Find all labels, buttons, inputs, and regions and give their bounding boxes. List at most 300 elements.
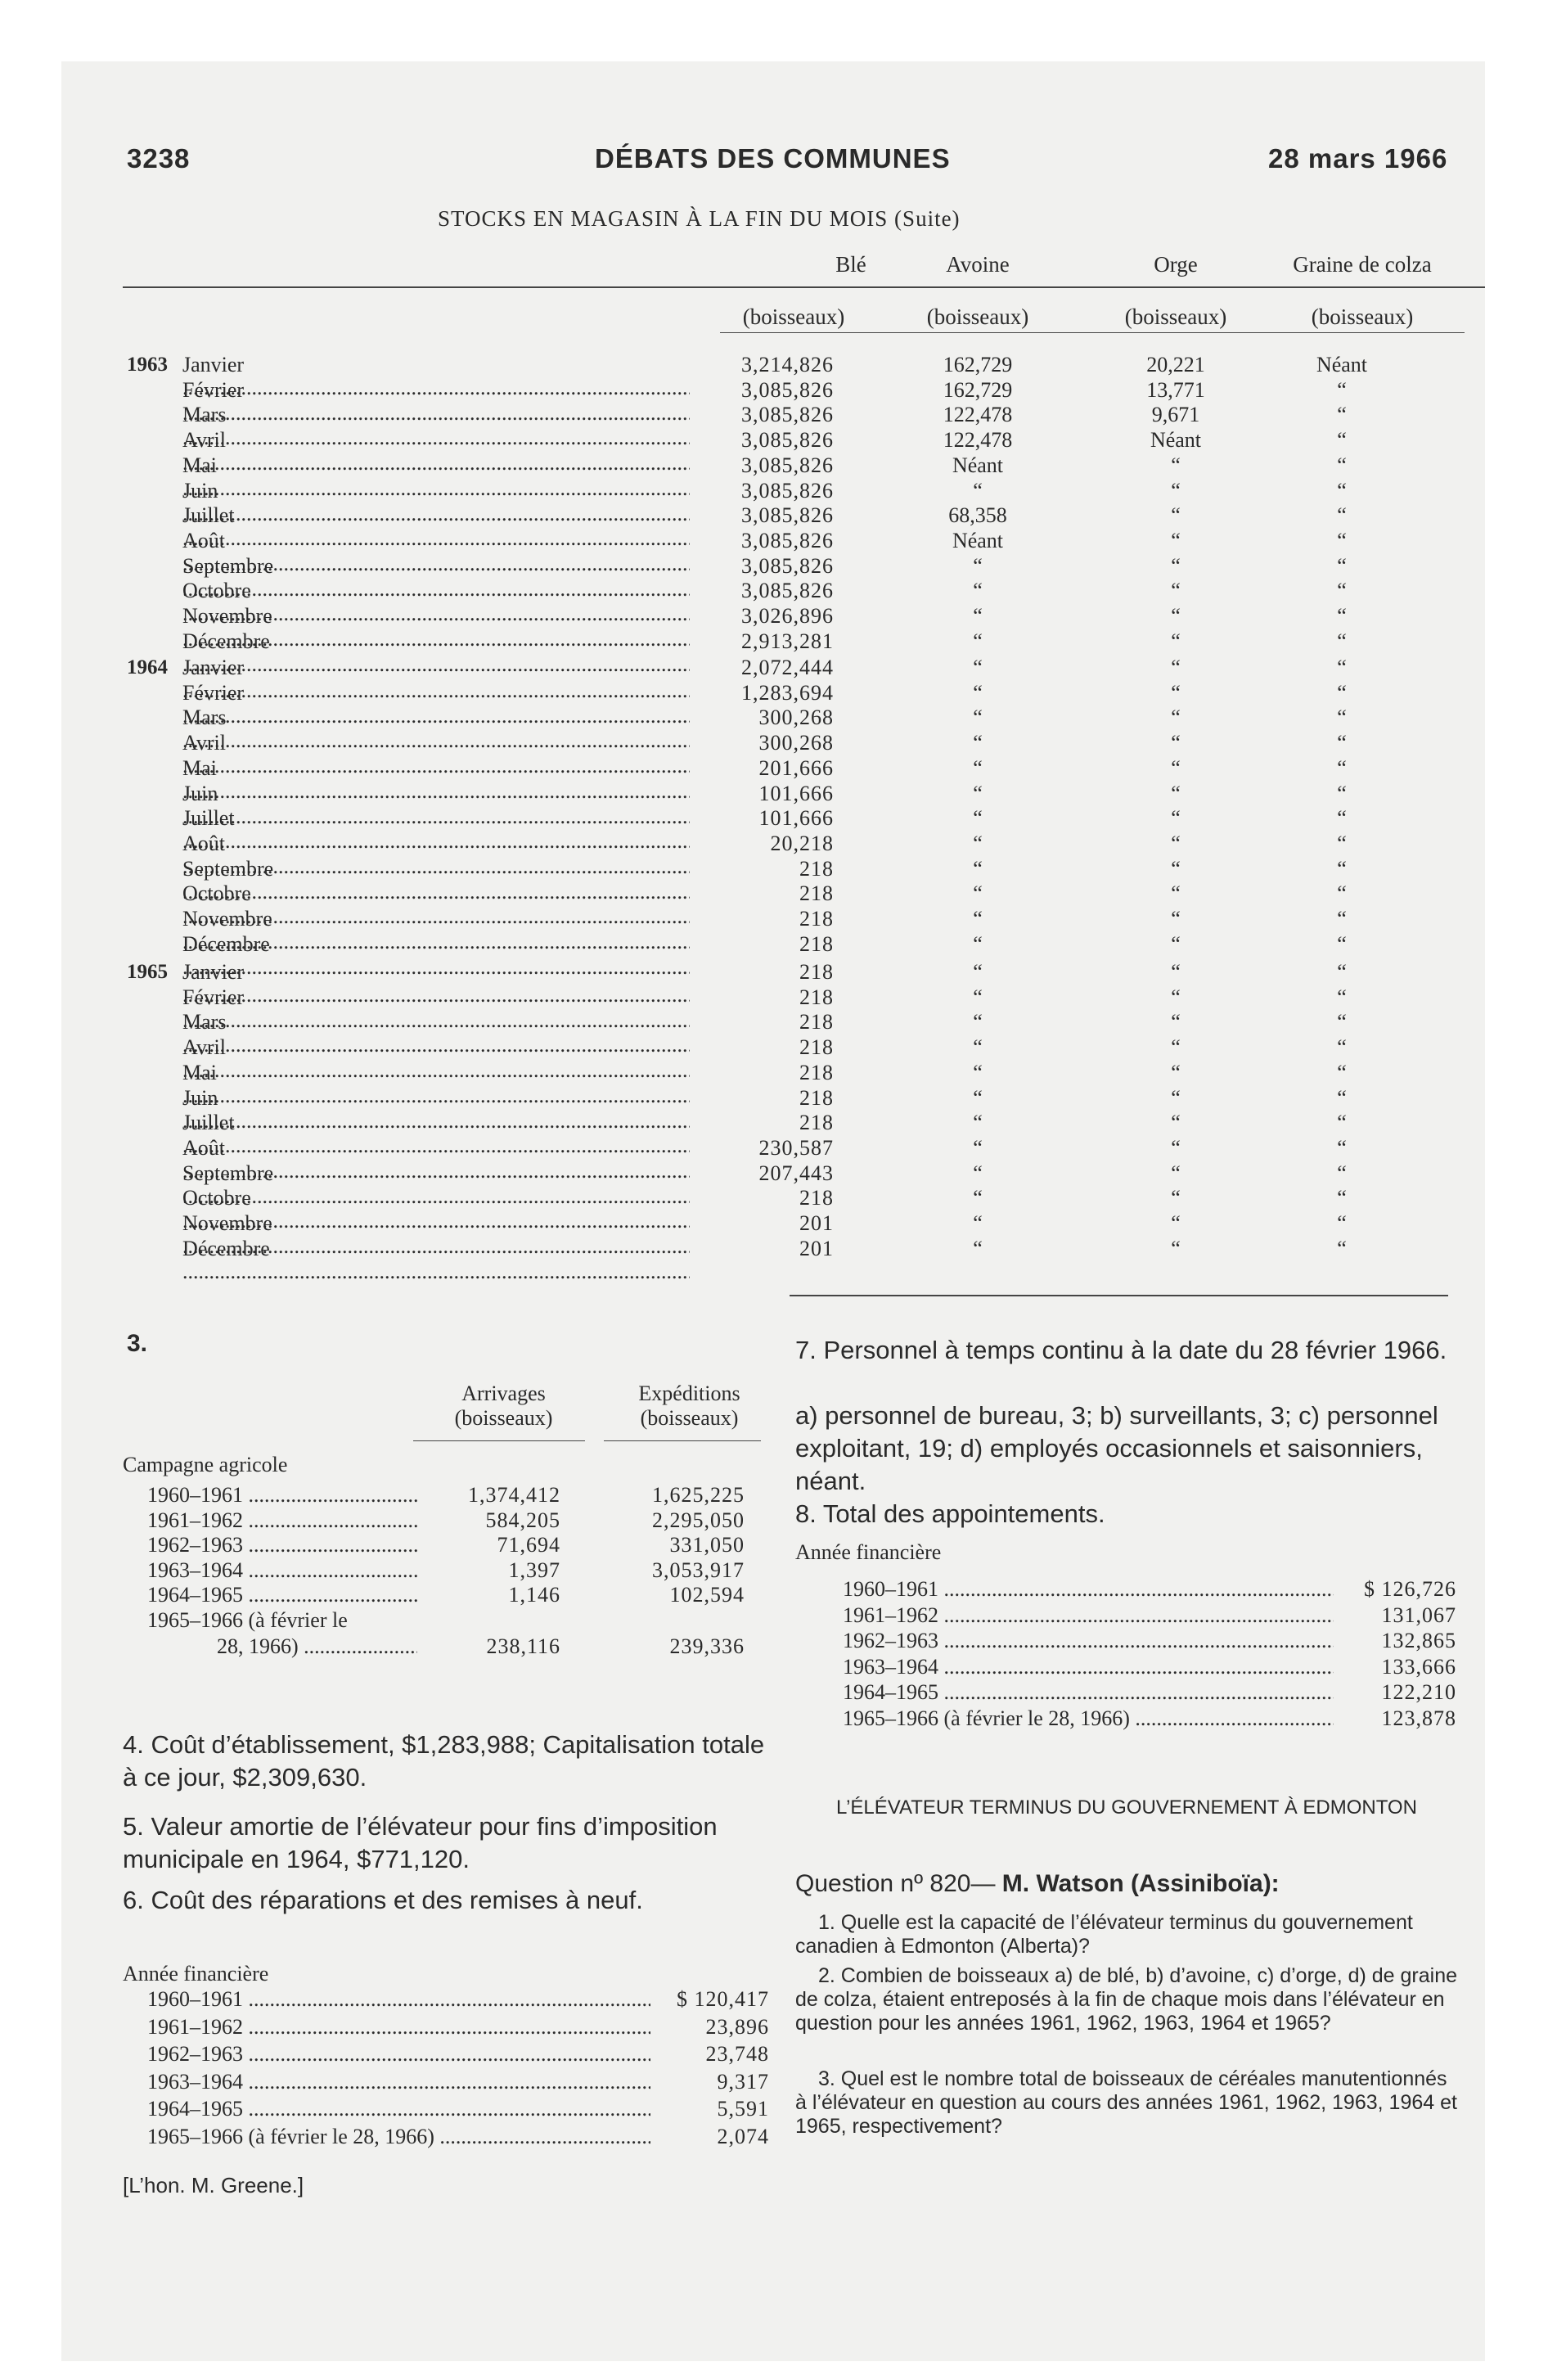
colza-cell: “ (1337, 1135, 1347, 1160)
colza-cell: “ (1337, 705, 1347, 730)
table-row (0, 1187, 1548, 1210)
colza-cell: “ (1337, 731, 1347, 755)
ble-cell: 3,085,826 (741, 528, 834, 552)
avoine-cell: “ (973, 629, 983, 653)
fiscal-year: 1965–1966 (à février le 28, 1966) ..... (843, 1706, 1334, 1731)
speaker-note: [L’hon. M. Greene.] (123, 2173, 304, 2197)
month-cell: Avril ..... (182, 732, 690, 778)
col-header-ble: Blé (835, 252, 866, 277)
journal-title: DÉBATS DES COMMUNES (595, 143, 951, 174)
month-cell: Décembre ..... (182, 630, 690, 676)
avoine-cell: “ (973, 985, 983, 1009)
ble-cell: 20,218 (770, 831, 834, 855)
section-4: 4. Coût d’établissement, $1,283,988; Capitalisation totale à ce jour, $2,309,630. (123, 1730, 765, 1792)
fiscal-year: 1961–1962 ..... (147, 2015, 650, 2040)
orge-cell: “ (1171, 478, 1181, 503)
colza-cell: “ (1337, 478, 1347, 503)
fiscal-year: 1965–1966 (à février le 28, 1966) ..... (147, 2125, 650, 2149)
ble-cell: 300,268 (758, 731, 834, 755)
avoine-cell: “ (973, 680, 983, 705)
ble-cell: 218 (799, 985, 834, 1009)
avoine-cell: Néant (952, 528, 1004, 552)
avoine-cell: “ (973, 1161, 983, 1185)
table-row (0, 454, 1548, 477)
fiscal-year: 1964–1965 ..... (147, 2097, 650, 2121)
repair-cost-value: 2,074 (717, 2125, 769, 2148)
month-cell: Mars ..... (182, 1011, 690, 1057)
ble-cell: 300,268 (758, 705, 834, 730)
month-cell: Mai ..... (182, 757, 690, 803)
orge-cell: Néant (1150, 428, 1202, 453)
orge-cell: “ (1171, 503, 1181, 528)
colza-cell: “ (1337, 781, 1347, 805)
month-cell: Février ..... (182, 986, 690, 1032)
question-line (795, 1870, 1280, 1898)
table-row (0, 961, 1548, 984)
orge-cell: “ (1171, 1135, 1181, 1160)
table-row (0, 1212, 1548, 1235)
table-row (0, 908, 1548, 931)
campaign-year-cont: 28, 1966) ..... (217, 1634, 417, 1659)
ble-cell: 201 (799, 1211, 834, 1235)
colza-cell: “ (1337, 881, 1347, 906)
orge-cell: “ (1171, 881, 1181, 906)
month-cell: Janvier ..... (182, 656, 690, 702)
arrivages-value: 1,374,412 (468, 1483, 560, 1507)
colza-cell: “ (1337, 1161, 1347, 1185)
orge-cell: “ (1171, 453, 1181, 477)
ble-cell: 3,085,826 (741, 579, 834, 603)
arrivages-value: 1,397 (508, 1557, 560, 1582)
table-row (0, 986, 1548, 1009)
section-6: 6. Coût des réparations et des remises à neuf. (123, 1886, 643, 1914)
col-arrivages-unit: (boisseaux) (454, 1406, 553, 1430)
table-row (0, 555, 1548, 578)
avoine-cell: 68,358 (948, 503, 1007, 528)
month-cell: Juillet ..... (182, 807, 690, 853)
table-row (0, 630, 1548, 653)
ble-cell: 218 (799, 931, 834, 956)
ble-cell: 218 (799, 907, 834, 931)
avoine-cell: “ (973, 907, 983, 931)
ble-cell: 230,587 (758, 1135, 834, 1160)
orge-cell: “ (1171, 781, 1181, 805)
year-label: 1963 (127, 354, 168, 376)
ble-cell: 3,085,826 (741, 377, 834, 402)
month-cell: Juillet ..... (182, 504, 690, 550)
orge-cell: “ (1171, 1211, 1181, 1235)
month-cell: Octobre ..... (182, 1187, 690, 1233)
section-8: 8. Total des appointements. (795, 1499, 1105, 1528)
orge-cell: “ (1171, 1161, 1181, 1185)
unit-ble: (boisseaux) (742, 304, 845, 329)
avoine-cell: “ (973, 1211, 983, 1235)
expeditions-value: 1,625,225 (652, 1483, 745, 1507)
month-cell: Juin ..... (182, 1087, 690, 1133)
table-row (0, 782, 1548, 805)
col-header-colza: Graine de colza (1293, 252, 1432, 277)
campaign-year: 1960–1961 ..... (147, 1483, 417, 1508)
year-label: 1964 (127, 656, 168, 678)
colza-cell: “ (1337, 856, 1347, 881)
colza-cell: “ (1337, 579, 1347, 603)
col-header-avoine: Avoine (946, 252, 1010, 277)
avoine-cell: “ (973, 579, 983, 603)
month-cell: Septembre ..... (182, 858, 690, 904)
ble-cell: 207,443 (758, 1161, 834, 1185)
question-author: M. Watson (Assiniboïa): (1001, 1870, 1280, 1897)
orge-cell: “ (1171, 806, 1181, 831)
colza-cell: “ (1337, 931, 1347, 956)
right-col-rule (790, 1295, 1448, 1296)
unit-rule (720, 332, 1465, 333)
avoine-cell: “ (973, 731, 983, 755)
orge-cell: “ (1171, 1236, 1181, 1260)
colza-cell: “ (1337, 403, 1347, 427)
avoine-cell: “ (973, 856, 983, 881)
month-cell: Juin ..... (182, 782, 690, 828)
colza-cell: “ (1337, 831, 1347, 855)
month-cell: Septembre ..... (182, 1162, 690, 1208)
colza-cell: “ (1337, 428, 1347, 453)
orge-cell: “ (1171, 931, 1181, 956)
repair-cost-value: 23,896 (705, 2014, 769, 2039)
table-title: STOCKS EN MAGASIN À LA FIN DU MOIS (Suite) (438, 206, 961, 231)
subheading: L’ÉLÉVATEUR TERMINUS DU GOUVERNEMENT À EDMONTON (836, 1796, 1417, 1819)
colza-cell: “ (1337, 960, 1347, 984)
table-row (0, 1137, 1548, 1160)
avoine-cell: 162,729 (943, 353, 1013, 376)
salary-value: 122,210 (1381, 1680, 1456, 1704)
orge-cell: “ (1171, 629, 1181, 653)
ble-cell: 3,026,896 (741, 604, 834, 628)
ble-cell: 3,085,826 (741, 403, 834, 427)
orge-cell: “ (1171, 1186, 1181, 1210)
month-cell: Novembre ..... (182, 1212, 690, 1258)
colza-cell: “ (1337, 907, 1347, 931)
col-expeditions-unit: (boisseaux) (640, 1406, 739, 1430)
month-cell: Juin ..... (182, 480, 690, 525)
colza-cell: “ (1337, 680, 1347, 705)
table-row (0, 605, 1548, 628)
page-number: 3238 (127, 143, 191, 174)
orge-cell: 20,221 (1146, 353, 1205, 376)
avoine-cell: “ (973, 806, 983, 831)
repair-cost-value: $ 120,417 (677, 1987, 769, 2011)
ble-cell: 201,666 (758, 755, 834, 780)
fiscal-year: 1962–1963 ..... (843, 1629, 1334, 1653)
campagne-label: Campagne agricole (123, 1453, 288, 1476)
colza-cell: “ (1337, 1010, 1347, 1034)
month-cell: Mai ..... (182, 454, 690, 500)
fiscal-year: 1963–1964 ..... (147, 2070, 650, 2094)
section-7: 7. Personnel à temps continu à la date du 28 février 1966. (795, 1336, 1447, 1364)
avoine-cell: “ (973, 755, 983, 780)
campaign-year: 1961–1962 ..... (147, 1508, 417, 1533)
table-row (0, 656, 1548, 679)
fiscal-year: 1963–1964 ..... (843, 1655, 1334, 1679)
arrivages-value: 238,116 (486, 1634, 560, 1658)
avoine-cell: “ (973, 553, 983, 578)
avoine-cell: “ (973, 1236, 983, 1260)
section-3-number: 3. (127, 1330, 148, 1357)
ble-cell: 218 (799, 1111, 834, 1135)
table-row (0, 1036, 1548, 1059)
expeditions-value: 239,336 (669, 1634, 745, 1658)
arrivages-value: 71,694 (497, 1533, 560, 1557)
avoine-cell: “ (973, 1035, 983, 1060)
table-row (0, 354, 1548, 376)
ble-cell: 218 (799, 1085, 834, 1110)
salary-value: 132,865 (1381, 1629, 1456, 1652)
colza-cell: “ (1337, 1060, 1347, 1084)
colza-cell: “ (1337, 656, 1347, 679)
orge-cell: “ (1171, 856, 1181, 881)
arrivages-value: 1,146 (508, 1583, 560, 1607)
colza-cell: “ (1337, 453, 1347, 477)
table-row (0, 832, 1548, 855)
table-row (0, 403, 1548, 426)
avoine-cell: “ (973, 1010, 983, 1034)
month-cell: Janvier ..... (182, 354, 690, 399)
table-row (0, 706, 1548, 729)
ble-cell: 218 (799, 1186, 834, 1210)
month-cell: Août ..... (182, 530, 690, 575)
expeditions-value: 2,295,050 (652, 1508, 745, 1532)
colza-cell: “ (1337, 1236, 1347, 1260)
col-header-arrivages (432, 1382, 575, 1431)
table-row (0, 682, 1548, 705)
repair-cost-value: 5,591 (717, 2097, 769, 2121)
ble-cell: 1,283,694 (741, 680, 834, 705)
orge-cell: “ (1171, 604, 1181, 628)
orge-cell: “ (1171, 1035, 1181, 1060)
salary-value: 123,878 (1381, 1706, 1456, 1730)
month-cell: Décembre ..... (182, 933, 690, 979)
avoine-cell: “ (973, 831, 983, 855)
colza-cell: “ (1337, 806, 1347, 831)
orge-cell: “ (1171, 755, 1181, 780)
unit-avoine: (boisseaux) (926, 304, 1029, 329)
avoine-cell: Néant (952, 453, 1004, 477)
month-cell: Février ..... (182, 682, 690, 728)
month-cell: Novembre ..... (182, 908, 690, 953)
orge-cell: 13,771 (1146, 377, 1205, 402)
colza-cell: “ (1337, 985, 1347, 1009)
avoine-cell: “ (973, 1085, 983, 1110)
orge-cell: “ (1171, 985, 1181, 1009)
fiscal-year: 1960–1961 ..... (843, 1577, 1334, 1602)
repair-cost-value: 23,748 (705, 2042, 769, 2067)
colza-cell: “ (1337, 553, 1347, 578)
avoine-cell: “ (973, 478, 983, 503)
table-row (0, 858, 1548, 881)
month-cell: Mai ..... (182, 1062, 690, 1107)
colza-cell: “ (1337, 528, 1347, 552)
salary-value: $ 126,726 (1364, 1577, 1456, 1601)
question-number: Question nº 820— (795, 1870, 996, 1897)
table-row (0, 530, 1548, 552)
campaign-year: 1964–1965 ..... (147, 1583, 417, 1607)
month-cell: Octobre ..... (182, 579, 690, 625)
ble-cell: 2,913,281 (741, 629, 834, 653)
avoine-cell: 162,729 (943, 377, 1013, 402)
fiscal-year: 1960–1961 ..... (147, 1987, 650, 2012)
table-row (0, 579, 1548, 602)
ble-cell: 218 (799, 1035, 834, 1060)
annee-financiere-label-right: Année financière (795, 1540, 942, 1564)
colza-cell: “ (1337, 1035, 1347, 1060)
table-row (0, 1111, 1548, 1134)
ble-cell: 218 (799, 960, 834, 984)
orge-cell: “ (1171, 960, 1181, 984)
colza-cell: “ (1337, 755, 1347, 780)
avoine-cell: “ (973, 1060, 983, 1084)
colza-cell: “ (1337, 1085, 1347, 1110)
col-header-expeditions (618, 1382, 761, 1431)
unit-colza: (boisseaux) (1311, 304, 1414, 329)
colza-cell: Néant (1316, 353, 1368, 376)
colza-cell: “ (1337, 503, 1347, 528)
avoine-cell: “ (973, 1135, 983, 1160)
col-arrivages-label: Arrivages (461, 1382, 546, 1405)
expeditions-value: 102,594 (669, 1583, 745, 1607)
month-cell: Mars ..... (182, 403, 690, 449)
salary-value: 131,067 (1381, 1602, 1456, 1627)
avoine-cell: “ (973, 705, 983, 730)
table-row (0, 933, 1548, 956)
ble-cell: 3,085,826 (741, 553, 834, 578)
ble-cell: 101,666 (758, 781, 834, 805)
expeditions-value: 331,050 (669, 1533, 745, 1557)
month-cell: Août ..... (182, 832, 690, 878)
question-1: 1. Quelle est la capacité de l’élévateur terminus du gouvernement canadien à Edmonton (Alberta)? (795, 1911, 1413, 1958)
table-row (0, 757, 1548, 780)
avoine-cell: “ (973, 881, 983, 906)
question-2: 2. Combien de boisseaux a) de blé, b) d’avoine, c) d’orge, d) de graine de colza, étaient entreposés à la fin de chaque mois dans l’élévateur en question pour les années 1961, 1962, 1963, 1964 et 1965? (795, 1964, 1458, 2035)
section-5: 5. Valeur amortie de l’élévateur pour fins d’imposition municipale en 1964, $771,120. (123, 1812, 718, 1873)
orge-cell: “ (1171, 907, 1181, 931)
ble-cell: 2,072,444 (741, 656, 834, 679)
year-label: 1965 (127, 961, 168, 983)
table-row (0, 1162, 1548, 1185)
salary-value: 133,666 (1381, 1654, 1456, 1679)
month-cell: Février ..... (182, 379, 690, 425)
col-header-orge: Orge (1154, 252, 1198, 277)
arrivages-rule (413, 1440, 585, 1441)
ble-cell: 218 (799, 856, 834, 881)
orge-cell: 9,671 (1151, 403, 1200, 427)
table-row (0, 429, 1548, 452)
table-row (0, 1237, 1548, 1260)
ble-cell: 218 (799, 881, 834, 906)
ble-cell: 201 (799, 1236, 834, 1260)
orge-cell: “ (1171, 1111, 1181, 1135)
table-row (0, 807, 1548, 830)
avoine-cell: 122,478 (943, 428, 1013, 453)
page-date: 28 mars 1966 (1268, 143, 1448, 174)
unit-orge: (boisseaux) (1124, 304, 1227, 329)
avoine-cell: “ (973, 781, 983, 805)
month-cell: Octobre ..... (182, 882, 690, 928)
month-cell: Janvier ..... (182, 961, 690, 1007)
month-cell: Juillet ..... (182, 1111, 690, 1157)
table-row (0, 1011, 1548, 1034)
table-row (0, 732, 1548, 755)
ble-cell: 218 (799, 1010, 834, 1034)
avoine-cell: “ (973, 1186, 983, 1210)
orge-cell: “ (1171, 656, 1181, 679)
table-row (0, 1062, 1548, 1084)
annee-financiere-label-left: Année financière (123, 1962, 269, 1986)
colza-cell: “ (1337, 1111, 1347, 1135)
colza-cell: “ (1337, 377, 1347, 402)
colza-cell: “ (1337, 629, 1347, 653)
arrivages-value: 584,205 (485, 1508, 560, 1532)
ble-cell: 101,666 (758, 806, 834, 831)
table-row (0, 480, 1548, 503)
ble-cell: 3,085,826 (741, 503, 834, 528)
avoine-cell: “ (973, 931, 983, 956)
fiscal-year: 1962–1963 ..... (147, 2042, 650, 2067)
month-cell: Avril ..... (182, 429, 690, 475)
avoine-cell: “ (973, 656, 983, 679)
colza-cell: “ (1337, 604, 1347, 628)
section-7-text: a) personnel de bureau, 3; b) surveillants, 3; c) personnel exploitant, 19; d) employés occasionnels et saisonniers, néant. (795, 1401, 1438, 1495)
fiscal-year: 1961–1962 ..... (843, 1603, 1334, 1628)
avoine-cell: “ (973, 1111, 983, 1135)
ble-cell: 3,085,826 (741, 478, 834, 503)
fiscal-year: 1964–1965 ..... (843, 1680, 1334, 1705)
ble-cell: 218 (799, 1060, 834, 1084)
orge-cell: “ (1171, 1085, 1181, 1110)
table-row (0, 1087, 1548, 1110)
orge-cell: “ (1171, 705, 1181, 730)
month-cell: Avril ..... (182, 1036, 690, 1082)
table-row (0, 379, 1548, 402)
month-cell: Mars ..... (182, 706, 690, 752)
expeditions-value: 3,053,917 (652, 1557, 745, 1582)
avoine-cell: “ (973, 604, 983, 628)
question-3: 3. Quel est le nombre total de boisseaux de céréales manutentionnés à l’élévateur en question au cours des années 1961, 1962, 1963, 1964 et 1965, respectivement? (795, 2067, 1457, 2138)
orge-cell: “ (1171, 731, 1181, 755)
orge-cell: “ (1171, 680, 1181, 705)
ble-cell: 3,085,826 (741, 428, 834, 453)
month-cell: Septembre ..... (182, 555, 690, 601)
table-row (0, 504, 1548, 527)
orge-cell: “ (1171, 528, 1181, 552)
orge-cell: “ (1171, 1010, 1181, 1034)
header-rule (123, 286, 1485, 288)
campaign-year: 1965–1966 (à février le (147, 1607, 348, 1632)
avoine-cell: 122,478 (943, 403, 1013, 427)
orge-cell: “ (1171, 1060, 1181, 1084)
ble-cell: 3,214,826 (741, 353, 834, 376)
campaign-year: 1962–1963 ..... (147, 1533, 417, 1557)
orge-cell: “ (1171, 831, 1181, 855)
campaign-year: 1963–1964 ..... (147, 1558, 417, 1583)
ble-cell: 3,085,826 (741, 453, 834, 477)
month-cell: Décembre ..... (182, 1237, 690, 1283)
colza-cell: “ (1337, 1186, 1347, 1210)
orge-cell: “ (1171, 579, 1181, 603)
expeditions-rule (604, 1440, 761, 1441)
table-row (0, 882, 1548, 905)
avoine-cell: “ (973, 960, 983, 984)
month-cell: Août ..... (182, 1137, 690, 1183)
repair-cost-value: 9,317 (717, 2069, 769, 2094)
colza-cell: “ (1337, 1211, 1347, 1235)
